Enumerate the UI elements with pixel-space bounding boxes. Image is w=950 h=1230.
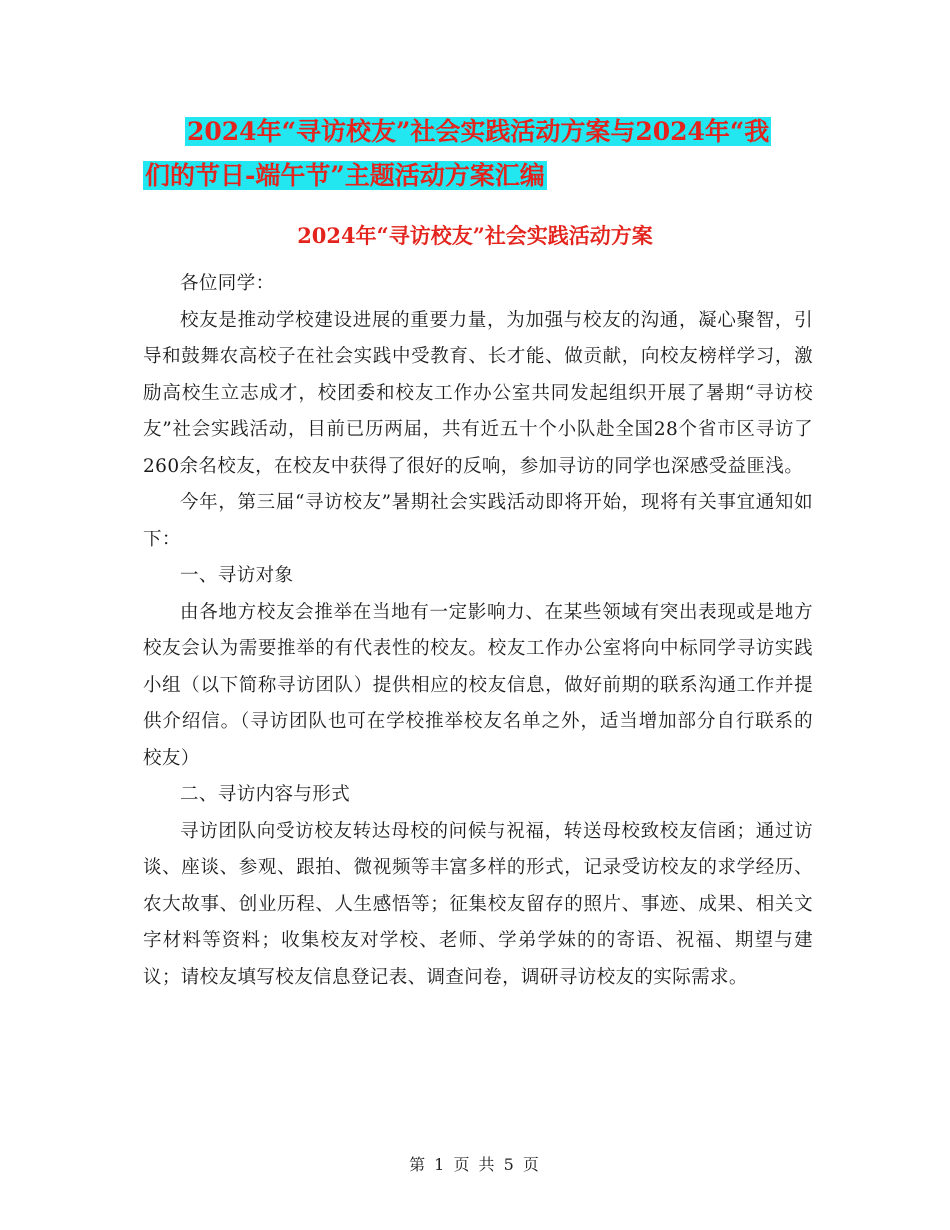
paragraph-greeting: 各位同学： [180,273,275,294]
title-line-1: 2024年“寻访校友”社会实践活动方案与2024年“我 [187,117,770,146]
paragraph-notice: 今年，第三届“寻访校友”暑期社会实践活动即将开始，现将有关事宜通知如下： [143,492,813,550]
section-title: 2024年“寻访校友”社会实践活动方案 [297,223,653,248]
paragraph-content: 寻访团队向受访校友转达母校的问候与祝福，转送母校致校友信函；通过访谈、座谈、参观、跟拍、微视频等丰富多样的形式，记录受访校友的求学经历、农大故事、创业历程、人生感悟等；征集校友留存的照片、事迹、成果、相关文字材料等资料；收集校友对学校、老师、学弟学妹的的寄语、祝福、期望与建议；请校友填写校友信息登记表、调查问卷，调研寻访校友的实际需求。 [143,820,813,988]
paragraph-intro: 校友是推动学校建设进展的重要力量，为加强与校友的沟通，凝心聚智，引导和鼓舞农高校子在社会实践中受教育、长才能、做贡献，向校友榜样学习，激励高校生立志成才，校团委和校友工作办公室共同发起组织开展了暑期“寻访校友”社会实践活动，目前已历两届，共有近五十个小队赴全国28个省市区寻访了260余名校友，在校友中获得了很好的反响，参加寻访的同学也深感受益匪浅。 [143,309,813,477]
title-line-2: 们的节日-端午节”主题活动方案汇编 [145,161,545,190]
document-body [143,266,813,996]
heading-targets: 一、寻访对象 [180,565,294,586]
document-title [143,110,823,198]
heading-content: 二、寻访内容与形式 [180,784,351,805]
paragraph-targets: 由各地方校友会推举在当地有一定影响力、在某些领域有突出表现或是地方校友会认为需要推举的有代表性的校友。校友工作办公室将向中标同学寻访实践小组（以下简称寻访团队）提供相应的校友信息，做好前期的联系沟通工作并提供介绍信。（寻访团队也可在学校推举校友名单之外，适当增加部分自行联系的校友） [143,601,813,769]
page-footer: 第 1 页 共 5 页 [409,1155,541,1174]
